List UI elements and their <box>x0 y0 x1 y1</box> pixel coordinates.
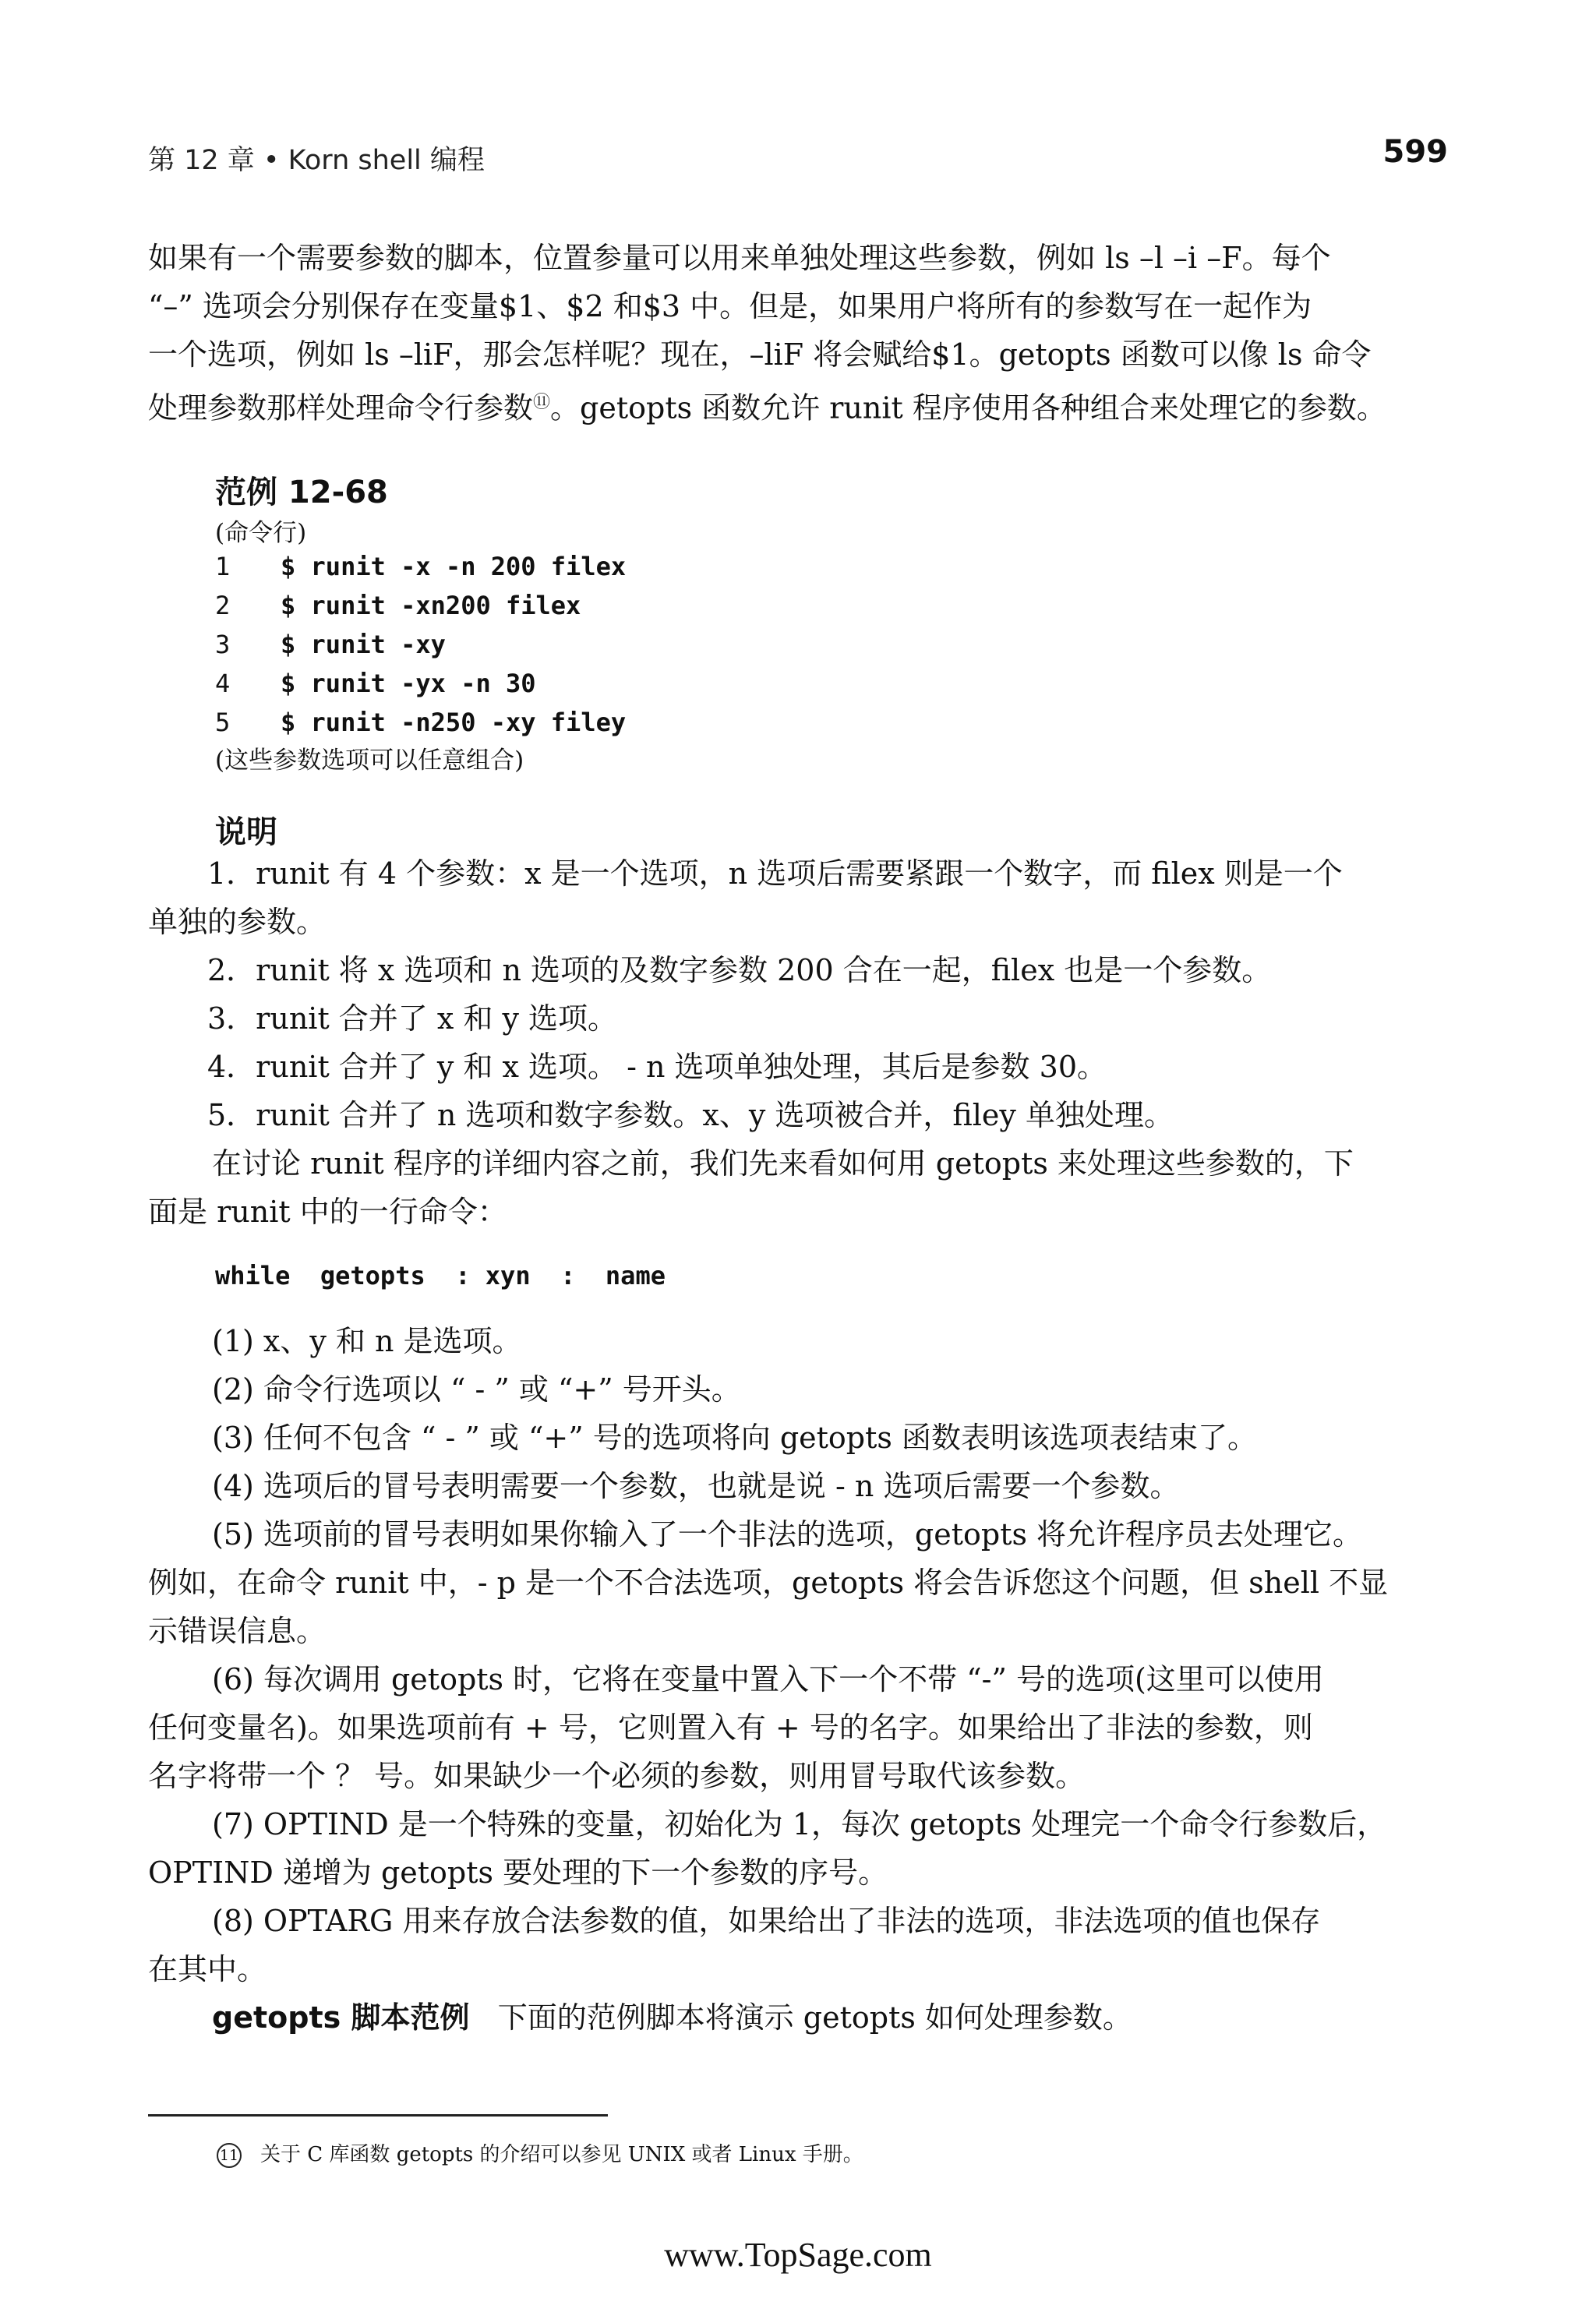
footnote-rule <box>148 2114 608 2117</box>
note-7-cont: OPTIND 递增为 getopts 要处理的下一个参数的序号。 <box>148 1855 888 1890</box>
code-line <box>215 547 626 586</box>
command-line-label: (命令行) <box>215 519 307 547</box>
note-4: (4) 选项后的冒号表明需要一个参数，也就是说 - n 选项后需要一个参数。 <box>212 1469 1180 1503</box>
example-code-block <box>215 547 626 742</box>
note-5-cont: 例如，在命令 runit 中，- p 是一个不合法选项，getopts 将会告诉您这个问题，但 shell 不显 <box>148 1566 1389 1600</box>
line-number: 4 <box>215 669 231 698</box>
command-text: $ runit -n250 -xy filey <box>281 708 627 737</box>
example-title: 范例 12-68 <box>215 475 388 510</box>
note-5-cont: 示错误信息。 <box>148 1614 327 1648</box>
page-number: 599 <box>1382 134 1448 170</box>
intro-paragraph <box>148 234 1412 432</box>
getopts-while-line: while getopts : xyn : name <box>215 1261 666 1290</box>
explanation-title: 说明 <box>215 814 277 850</box>
getopts-example-text: 下面的范例脚本将演示 getopts 如何处理参数。 <box>497 2000 1132 2035</box>
code-line <box>215 664 626 703</box>
command-text: $ runit -xy <box>281 630 446 659</box>
explanation-item-2: 2．runit 将 x 选项和 n 选项的及数字参数 200 合在一起，filex 也是一个参数。 <box>207 953 1272 987</box>
intro-line: 如果有一个需要参数的脚本，位置参量可以用来单独处理这些参数，例如 ls –l –i –F。每个 <box>148 241 1331 275</box>
discussion-line: 在讨论 runit 程序的详细内容之前，我们先来看如何用 getopts 来处理这些参数的，下 <box>212 1146 1354 1181</box>
explanation-item-5: 5．runit 合并了 n 选项和数字参数。x、y 选项被合并，filey 单独处理。 <box>207 1098 1174 1132</box>
code-line <box>215 586 626 625</box>
line-number: 5 <box>215 708 231 737</box>
footnote <box>217 2138 863 2168</box>
discussion-line: 面是 runit 中的一行命令： <box>148 1195 507 1229</box>
notes-list <box>148 1317 1412 2042</box>
note-6-cont: 名字将带一个 ？ 号。如果缺少一个必须的参数，则用冒号取代该参数。 <box>148 1759 1086 1793</box>
command-text: $ runit -x -n 200 filex <box>281 552 627 581</box>
site-watermark: www.TopSage.com <box>664 2236 932 2274</box>
footnote-text: 关于 C 库函数 getopts 的介绍可以参见 UNIX 或者 Linux 手册。 <box>260 2143 863 2166</box>
note-1: (1) x、y 和 n 是选项。 <box>212 1324 522 1358</box>
line-number: 3 <box>215 630 231 659</box>
code-line <box>215 625 626 664</box>
footnote-mark: 11 <box>217 2143 242 2168</box>
note-6: (6) 每次调用 getopts 时，它将在变量中置入下一个不带 “-” 号的选项(这里可以使用 <box>212 1662 1324 1696</box>
getopts-example-heading: getopts 脚本范例 <box>212 2000 470 2035</box>
explanation-item-3: 3．runit 合并了 x 和 y 选项。 <box>207 1001 618 1036</box>
note-3: (3) 任何不包含 “ - ” 或 “+” 号的选项将向 getopts 函数表明该选项表结束了。 <box>212 1421 1257 1455</box>
intro-line: “–” 选项会分别保存在变量$1、$2 和$3 中。但是，如果用户将所有的参数写在一起作为 <box>148 289 1312 323</box>
explanation-item-1-cont: 单独的参数。 <box>148 905 327 939</box>
note-7: (7) OPTIND 是一个特殊的变量，初始化为 1，每次 getopts 处理完一个命令行参数后， <box>212 1807 1387 1841</box>
intro-text-after-note: 。getopts 函数允许 runit 程序使用各种组合来处理它的参数。 <box>550 390 1386 425</box>
combination-note: (这些参数选项可以任意组合) <box>215 747 524 775</box>
note-8: (8) OPTARG 用来存放合法参数的值，如果给出了非法的选项，非法选项的值也保存 <box>212 1904 1321 1938</box>
page-header <box>148 134 1448 181</box>
line-number: 1 <box>215 552 231 581</box>
code-line <box>215 703 626 742</box>
footnote-reference: ⑪ <box>533 393 551 412</box>
note-2: (2) 命令行选项以 “ - ” 或 “+” 号开头。 <box>212 1372 741 1407</box>
intro-line: 一个选项，例如 ls –liF，那会怎样呢？现在，–liF 将会赋给$1。getopts 函数可以像 ls 命令 <box>148 337 1372 372</box>
chapter-title: 第 12 章 • Korn shell 编程 <box>148 145 485 176</box>
getopts-example-line <box>148 1993 1412 2042</box>
note-6-cont: 任何变量名)。如果选项前有 + 号，它则置入有 + 号的名字。如果给出了非法的参数，则 <box>148 1711 1313 1745</box>
explanation-item-4: 4．runit 合并了 y 和 x 选项。 - n 选项单独处理，其后是参数 30。 <box>207 1050 1107 1084</box>
command-text: $ runit -yx -n 30 <box>281 669 536 698</box>
intro-line-last <box>148 379 1412 432</box>
explanation-item-1: 1．runit 有 4 个参数：x 是一个选项，n 选项后需要紧跟一个数字，而 filex 则是一个 <box>207 856 1343 891</box>
intro-text-before-note: 处理参数那样处理命令行参数 <box>148 390 534 425</box>
note-8-cont: 在其中。 <box>148 1952 267 1986</box>
explanation-list <box>148 849 1412 1236</box>
note-5: (5) 选项前的冒号表明如果你输入了一个非法的选项，getopts 将允许程序员去处理它。 <box>212 1517 1363 1552</box>
command-text: $ runit -xn200 filex <box>281 591 581 620</box>
line-number: 2 <box>215 591 231 620</box>
